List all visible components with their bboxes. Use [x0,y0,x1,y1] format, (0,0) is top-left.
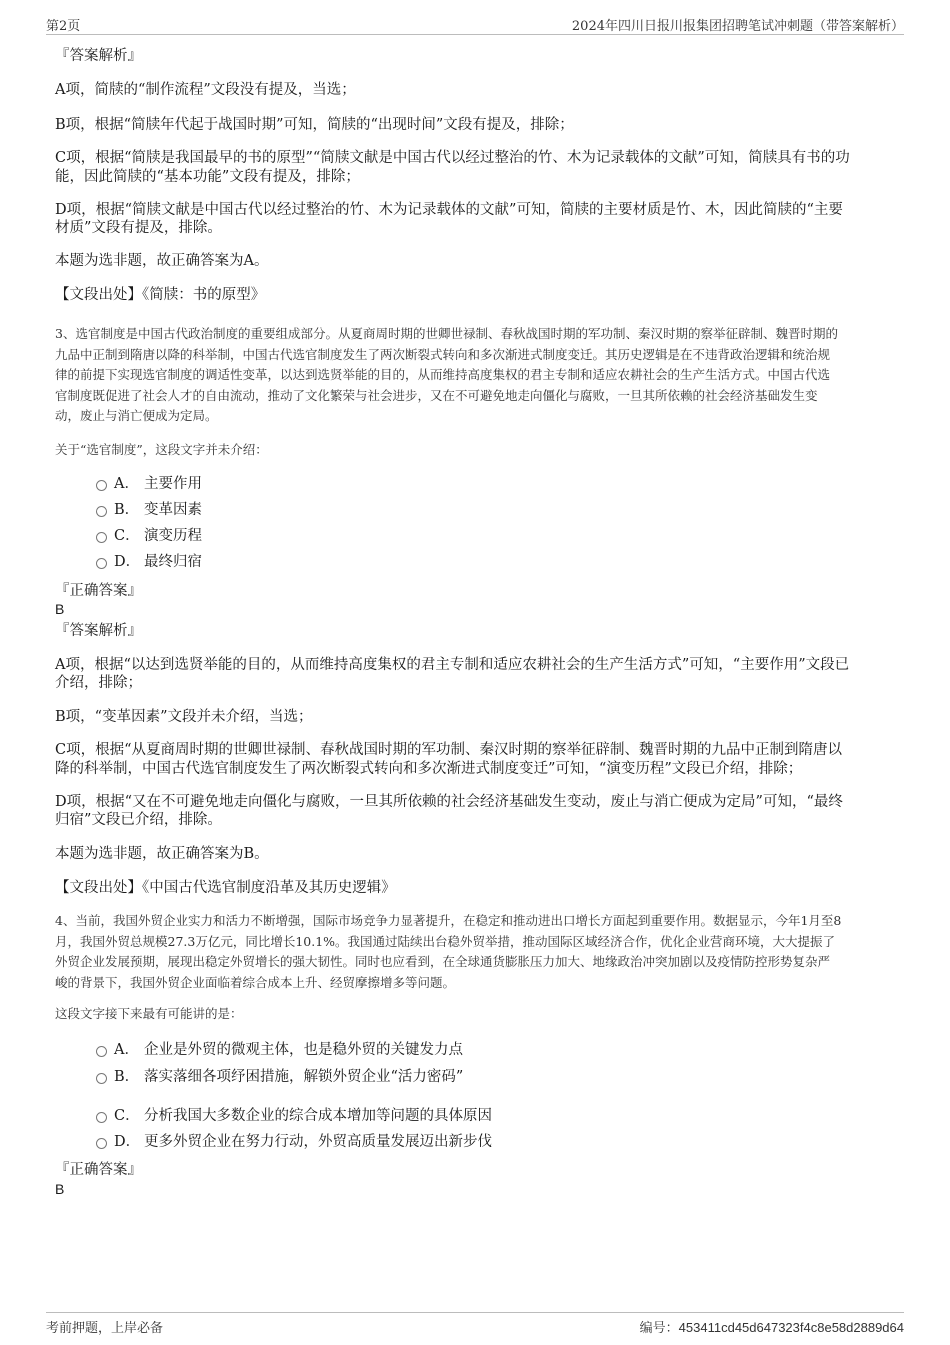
footer-code-label: 编号： [639,1321,679,1336]
q4-correct-answer: B [55,1181,65,1197]
q3-option-c[interactable]: C． 演变历程 [96,526,202,546]
footer-slogan: 考前押题，上岸必备 [46,1321,164,1336]
q4-passage-line: 4、当前，我国外贸企业实力和活力不断增强，国际市场竞争力显著提升，在稳定和推动进出口增长方面起到重要作用。数据显示，今年1月至8 [55,913,842,928]
q4-passage-line: 峻的背景下，我国外贸企业面临着综合成本上升、经贸摩擦增多等问题。 [55,974,456,990]
q3-correct-label: 『正确答案』 [55,583,142,599]
q3-passage [55,324,895,427]
footer-code [640,1317,904,1336]
q3-passage-line: 九品中正制到隋唐以降的科举制，中国古代选官制度发生了两次断裂式转向和多次渐进式制度变迁。其历史逻辑是在不违背政治逻辑和统治规 [55,346,831,362]
q4-passage [55,911,895,993]
q4-question: 这段文字接下来最有可能讲的是： [55,1006,243,1021]
q3-question: 关于“选官制度”，这段文字并未介绍： [55,442,268,457]
q2-analysis-b: B项，根据“简牍年代起于战国时期”可知，简牍的“出现时间”文段有提及，排除； [55,117,574,133]
q3-analysis-a-line1: A项，根据“以达到选贤举能的目的，从而维持高度集权的君主专制和适应农耕社会的生产生活方式”可知，“主要作用”文段已 [55,657,850,673]
q3-correct-answer: B [55,601,65,617]
q3-option-d[interactable]: D． 最终归宿 [96,552,202,572]
q3-analysis-a-line2: 介绍，排除； [55,675,142,691]
q3-option-a[interactable]: A． 主要作用 [96,474,202,494]
radio-icon[interactable] [96,1138,107,1149]
radio-icon[interactable] [96,1073,107,1084]
q3-source: 【文段出处】《中国古代选官制度沿革及其历史逻辑》 [55,880,396,896]
q3-conclusion: 本题为选非题，故正确答案为B。 [55,846,269,862]
radio-icon[interactable] [96,1046,107,1057]
q4-option-c[interactable]: C． 分析我国大多数企业的综合成本增加等问题的具体原因 [96,1106,492,1126]
q2-analysis-label: 『答案解析』 [55,48,142,64]
footer-code-value: 453411cd45d647323f4c8e58d2889d64 [678,1320,904,1335]
q3-analysis-d-line2: 归宿”文段已介绍，排除。 [55,812,222,828]
q2-analysis-a: A项，简牍的“制作流程”文段没有提及，当选； [55,82,356,98]
q4-option-a[interactable]: A． 企业是外贸的微观主体，也是稳外贸的关键发力点 [96,1040,463,1060]
q3-passage-line: 动，废止与消亡便成为定局。 [55,408,218,423]
q3-analysis-b: B项，“变革因素”文段并未介绍，当选； [55,709,313,725]
q4-option-d[interactable]: D． 更多外贸企业在努力行动，外贸高质量发展迈出新步伐 [96,1132,492,1152]
page-footer [46,1312,904,1339]
q2-conclusion: 本题为选非题，故正确答案为A。 [55,253,269,269]
document-title: 2024年四川日报川报集团招聘笔试冲刺题（带答案解析） [571,19,904,34]
q3-passage-line: 3、选官制度是中国古代政治制度的重要组成部分。从夏商周时期的世卿世禄制、春秋战国时期的军功制、秦汉时期的察举征辟制、魏晋时期的 [55,326,838,341]
radio-icon[interactable] [96,480,107,491]
q2-analysis-d-line1: D项，根据“简牍文献是中国古代以经过整治的竹、木为记录载体的文献”可知，简牍的主要材质是竹、木，因此简牍的“主要 [55,202,843,218]
q3-analysis-c-line1: C项，根据“从夏商周时期的世卿世禄制、春秋战国时期的军功制、秦汉时期的察举征辟制、魏晋时期的九品中正制到隋唐以 [55,742,843,758]
q2-analysis-c-line2: 能，因此简牍的“基本功能”文段有提及，排除； [55,169,360,185]
q3-analysis-d-line1: D项，根据“又在不可避免地走向僵化与腐败，一旦其所依赖的社会经济基础发生变动，废止与消亡便成为定局”可知，“最终 [55,794,843,810]
q3-analysis-label: 『答案解析』 [55,623,142,639]
q4-passage-line: 月，我国外贸总规模27.3万亿元，同比增长10.1%。我国通过陆续出台稳外贸举措，推动国际区域经济合作，优化企业营商环境，大大提振了 [55,933,836,949]
q4-option-b[interactable]: B． 落实落细各项纾困措施，解锁外贸企业“活力密码” [96,1067,463,1087]
q4-passage-line: 外贸企业发展预期，展现出稳定外贸增长的强大韧性。同时也应看到，在全球通货膨胀压力加大、地缘政治冲突加剧以及疫情防控形势复杂严 [55,954,831,969]
q2-analysis-d-line2: 材质”文段有提及，排除。 [55,220,222,236]
radio-icon[interactable] [96,506,107,517]
q4-correct-label: 『正确答案』 [55,1162,142,1178]
page-header [46,12,904,35]
q3-analysis-c-line2: 降的科举制，中国古代选官制度发生了两次断裂式转向和多次渐进式制度变迁”可知，“演变历程”文段已介绍，排除； [55,761,803,777]
q2-analysis-c-line1: C项，根据“简牍是我国最早的书的原型”“简牍文献是中国古代以经过整治的竹、木为记录载体的文献”可知，简牍具有书的功 [55,150,850,166]
q3-option-b[interactable]: B． 变革因素 [96,500,202,520]
radio-icon[interactable] [96,558,107,569]
q3-passage-line: 律的前提下实现选官制度的调适性变革，以达到选贤举能的目的，从而维持高度集权的君主专制和适应农耕社会的生产生活方式。中国古代选 [55,367,831,382]
page-number: 第2页 [46,19,81,34]
q2-source: 【文段出处】《简牍：书的原型》 [55,287,266,303]
q3-passage-line: 官制度既促进了社会人才的自由流动，推动了文化繁荣与社会进步，又在不可避免地走向僵化与腐败，一旦其所依赖的社会经济基础发生变 [55,387,818,403]
radio-icon[interactable] [96,532,107,543]
radio-icon[interactable] [96,1112,107,1123]
